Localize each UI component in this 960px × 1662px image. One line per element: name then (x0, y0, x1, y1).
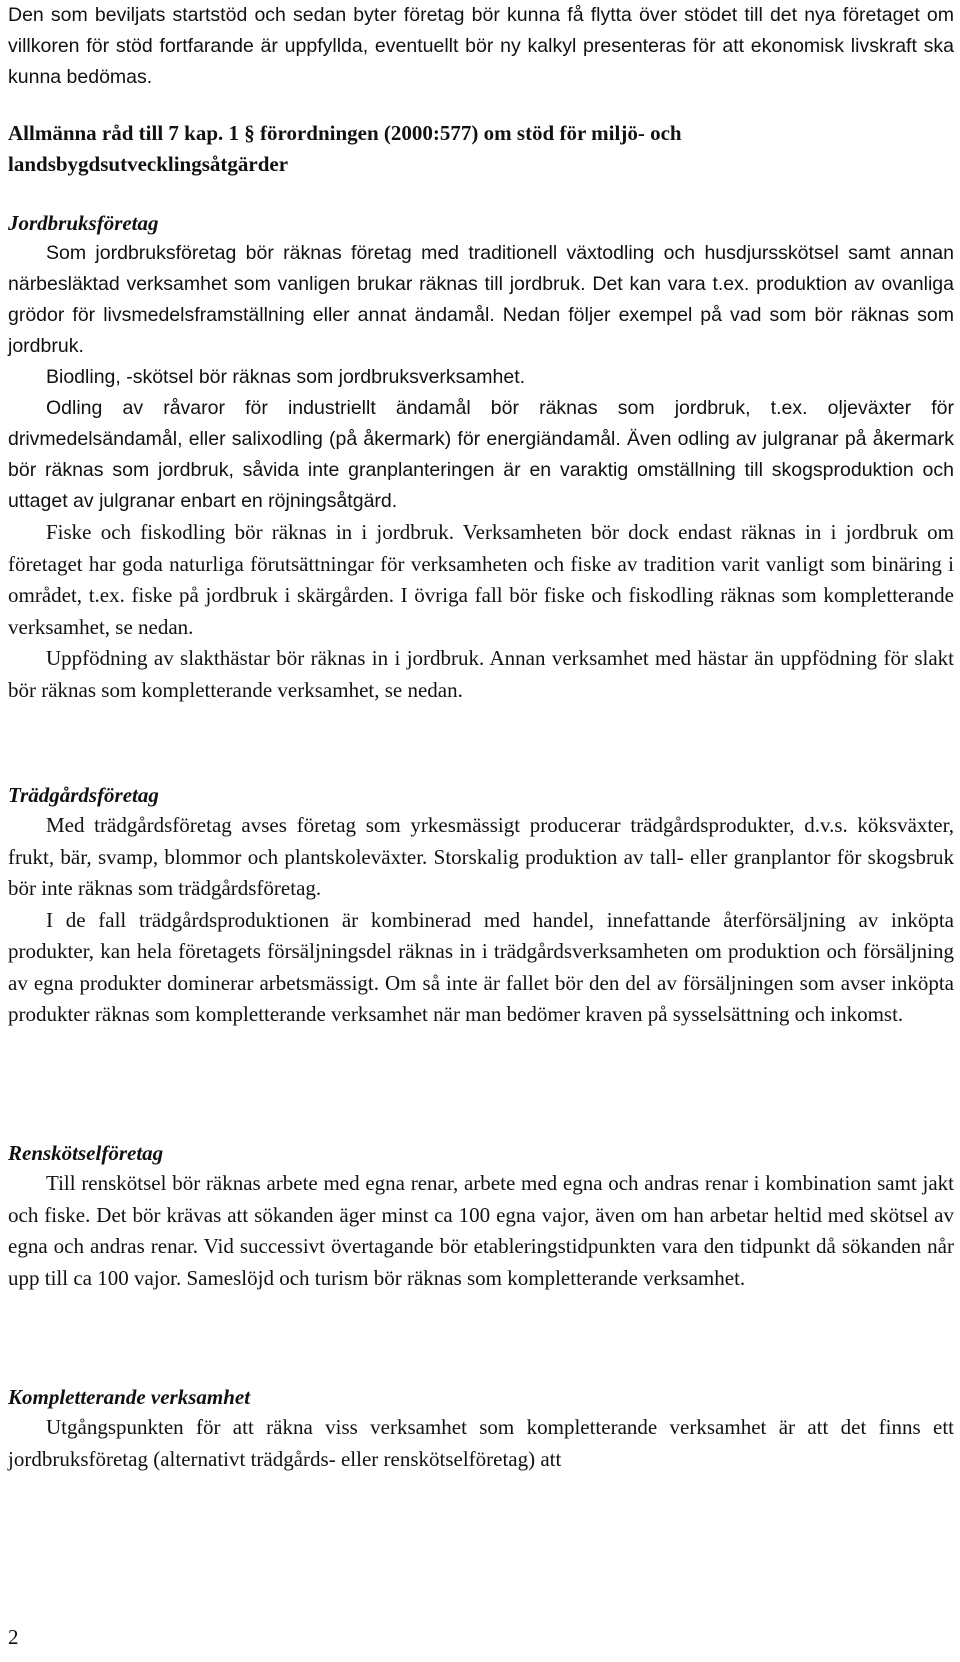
paragraph: Odling av råvaror för industriellt ändamål bör räknas som jordbruk, t.ex. oljeväxter för drivmedelsändamål, eller salixodling (på åkermark) för energiändamål. Även odling av julgranar på åkermark bör räknas som jordbruk, såvida inte granplanteringen är en varaktig omställning till skogsproduktion och uttaget av julgranar enbart en röjningsåtgärd. (8, 397, 954, 512)
paragraph: Biodling, -skötsel bör räknas som jordbruksverksamhet. (46, 366, 526, 388)
intro-paragraph: Den som beviljats startstöd och sedan byter företag bör kunna få flytta över stödet till det nya företaget om villkoren för stöd fortfarande är uppfyllda, eventuellt bör ny kalkyl presenteras för att ekonomisk livskraft ska kunna bedömas. (8, 4, 954, 88)
paragraph: Till renskötsel bör räknas arbete med egna renar, arbete med egna och andras renar i kombination samt jakt och fiske. Det bör krävas att sökanden äger minst ca 100 egna vajor, även om han arbetar heltid med skötsel av egna och andras renar. Vid successivt övertagande bör etableringstidpunkten vara den tidpunkt då sökanden når upp till ca 100 vajor. Sameslöjd och turism bör räknas som kompletterande verksamhet. (8, 1171, 954, 1290)
section-heading: Jordbruksföretag (8, 211, 159, 235)
section-kompletterande-verksamhet (8, 1382, 954, 1475)
section-heading: Renskötselföretag (8, 1141, 164, 1165)
paragraph: Utgångspunkten för att räkna viss verksamhet som kompletterande verksamhet är att det finns ett jordbruksföretag (alternativt trädgårds- eller renskötselföretag) att (8, 1415, 954, 1471)
paragraph: Fiske och fiskodling bör räknas in i jordbruk. Verksamheten bör dock endast räknas in i jordbruk om företaget har goda naturliga förutsättningar för verksamheten och fiske av tradition varit vanligt som binäring i området, t.ex. fiske på jordbruk i skärgården. I övriga fall bör fiske och fiskodling räknas som kompletterande verksamhet, se nedan. (8, 520, 954, 639)
page-number: 2 (8, 1625, 19, 1649)
advice-heading: Allmänna råd till 7 kap. 1 § förordningen (2000:577) om stöd för miljö- och landsbygdsutvecklingsåtgärder (8, 121, 682, 176)
section-renskotselforetag (8, 1138, 954, 1294)
section-jordbruksforetag (8, 208, 954, 706)
section-heading: Kompletterande verksamhet (8, 1385, 251, 1409)
paragraph: Med trädgårdsföretag avses företag som yrkesmässigt producerar trädgårdsprodukter, d.v.s. köksväxter, frukt, bär, svamp, blommor och plantskoleväxter. Storskalig produktion av tall- eller granplantor för skogsbruk bör inte räknas som trädgårdsföretag. (8, 813, 954, 900)
paragraph: I de fall trädgårdsproduktionen är kombinerad med handel, innefattande återförsäljning av inköpta produkter, kan hela företagets försäljningsdel räknas in i trädgårdsverksamheten om produktion och försäljning av egna produkter dominerar arbetsmässigt. Om så inte är fallet bör den del av försäljningen som avser inköpta produkter räknas som kompletterande verksamhet när man bedömer kraven på sysselsättning och inkomst. (8, 907, 954, 1026)
paragraph: Uppfödning av slakthästar bör räknas in i jordbruk. Annan verksamhet med hästar än uppfödning för slakt bör räknas som kompletterande verksamhet, se nedan. (8, 646, 954, 702)
paragraph: Som jordbruksföretag bör räknas företag med traditionell växtodling och husdjursskötsel samt annan närbesläktad verksamhet som vanligen brukar räknas till jordbruk. Det kan vara t.ex. produktion av ovanliga grödor för livsmedelsframställning eller annat ändamål. Nedan följer exempel på vad som bör räknas som jordbruk. (8, 242, 954, 357)
section-heading: Trädgårdsföretag (8, 783, 159, 807)
section-tradgardsforetag (8, 780, 954, 1031)
